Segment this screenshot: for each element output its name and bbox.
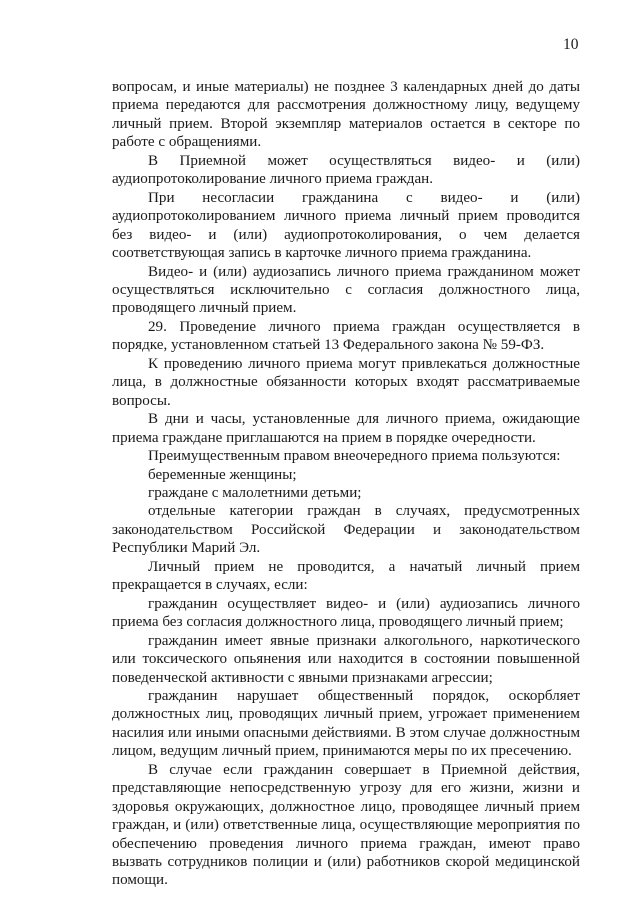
paragraph: В дни и часы, установленные для личного приема, ожидающие приема граждане приглашаются на прием в порядке очередности. [112, 411, 580, 446]
list-item: отдельные категории граждан в случаях, предусмотренных законодательством Российской Федерации и законодательством Республики Марий Эл. [112, 503, 580, 557]
paragraph: 29. Проведение личного приема граждан осуществляется в порядке, установленном статьей 13 Федерального закона № 59-ФЗ. [112, 318, 580, 354]
paragraph: вопросам, и иные материалы) не позднее 3 календарных дней до даты приема передаются для рассмотрения должностному лицу, ведущему личный прием. Второй экземпляр материалов остается в секторе по работе с обращениями. [112, 79, 580, 151]
paragraph: К проведению личного приема могут привлекаться должностные лица, в должностные обязанности которых входят рассматриваемые вопросы. [112, 355, 580, 409]
document-body [112, 78, 580, 890]
list-item: гражданин нарушает общественный порядок, оскорбляет должностных лиц, проводящих личный прием, угрожает применением насилия или иными опасными действиями. В этом случае должностным лицом, ведущим личный прием, принимаются меры по их пресечению. [112, 687, 580, 760]
paragraph: Видео- и (или) аудиозапись личного приема гражданином может осуществляться исключительно с согласия должностного лица, проводящего личный прием. [112, 263, 580, 317]
paragraph: При несогласии гражданина с видео- и (или) аудиопротоколированием личного приема личный прием проводится без видео- и (или) аудиопротоколирования, о чем делается соответствующая запись в карточке личного приема гражданина. [112, 189, 580, 262]
paragraph: В Приемной может осуществляться видео- и (или) аудиопротоколирование личного приема граждан. [112, 152, 580, 188]
list-item: гражданин имеет явные признаки алкогольного, наркотического или токсического опьянения или находится в состоянии повышенной поведенческой активности с явными признаками агрессии; [112, 632, 580, 686]
list-item: гражданин осуществляет видео- и (или) аудиозапись личного приема без согласия должностного лица, проводящего личный прием; [112, 595, 580, 631]
list-item: граждане с малолетними детьми; [148, 484, 362, 501]
paragraph: Преимущественным правом внеочередного приема пользуются: [148, 448, 561, 465]
paragraph: В случае если гражданин совершает в Приемной действия, представляющие непосредственную угрозу для его жизни, жизни и здоровья окружающих, должностное лицо, проводящее личный прием граждан, и (или) ответственные лица, осуществляющие мероприятия по обеспечению проведения личного приема граждан, имеют право вызвать сотрудников полиции и (или) работников скорой медицинской помощи. [112, 761, 580, 889]
list-item: беременные женщины; [148, 466, 297, 483]
page-number: 10 [563, 36, 579, 53]
paragraph: Личный прием не проводится, а начатый личный прием прекращается в случаях, если: [112, 558, 580, 594]
